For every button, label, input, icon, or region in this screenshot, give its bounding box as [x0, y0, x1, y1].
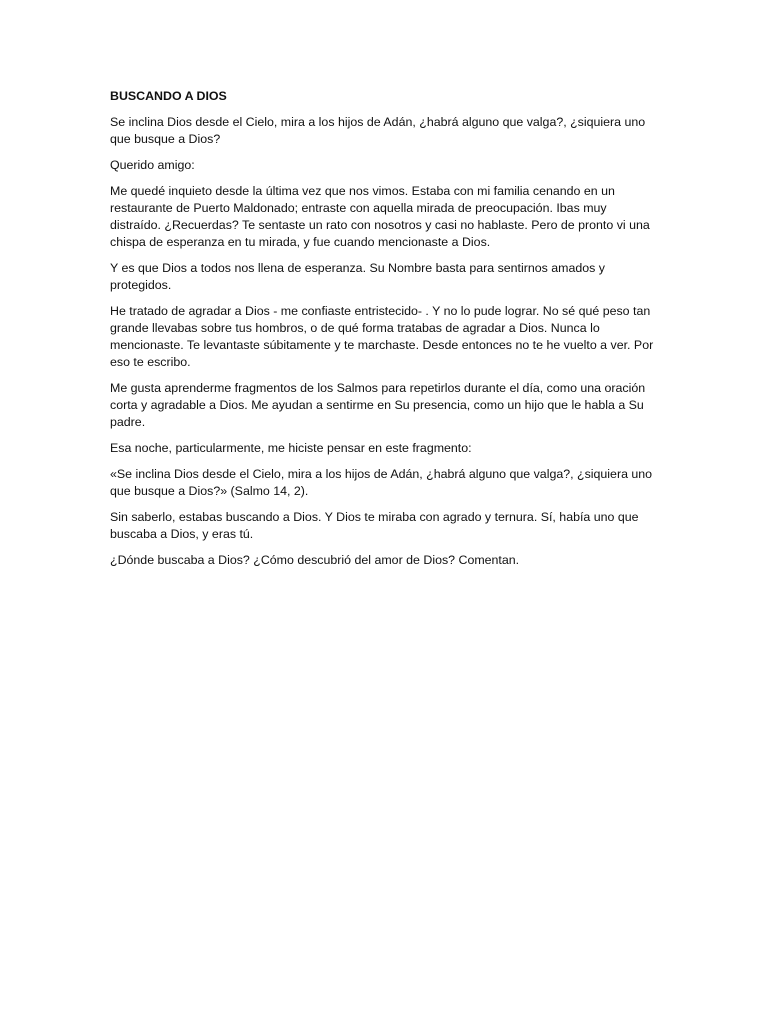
paragraph-psalms: Me gusta aprenderme fragmentos de los Salmos para repetirlos durante el día, como una oración corta y agradable a Dios. Me ayudan a sentirme en Su presencia, como un hijo que le habla a Su padre.: [110, 381, 646, 429]
paragraph-questions: ¿Dónde buscaba a Dios? ¿Cómo descubrió del amor de Dios? Comentan.: [110, 553, 520, 567]
document-title: BUSCANDO A DIOS: [110, 89, 227, 103]
paragraph-that-night: Esa noche, particularmente, me hiciste pensar en este fragmento:: [110, 441, 472, 455]
paragraph-confession: He tratado de agradar a Dios - me confiaste entristecido- . Y no lo pude lograr. No sé qué peso tan grande llevabas sobre tus hombros, o de qué forma tratabas de agradar a Dios. Nunca lo mencionaste. Te levantaste súbitamente y te marchaste. Desde entonces no te he vuelto a ver. Por eso te escribo.: [110, 304, 654, 369]
document-body: [110, 88, 658, 578]
paragraph-restaurant: Me quedé inquieto desde la última vez que nos vimos. Estaba con mi familia cenando en un restaurante de Puerto Maldonado; entraste con aquella mirada de preocupación. Ibas muy distraído. ¿Recuerdas? Te sentaste un rato con nosotros y casi no hablaste. Pero de pronto vi una chispa de esperanza en tu mirada, y fue cuando mencionaste a Dios.: [110, 184, 650, 249]
paragraph-psalm-intro: Se inclina Dios desde el Cielo, mira a los hijos de Adán, ¿habrá alguno que valga?, ¿siquiera uno que busque a Dios?: [110, 115, 646, 146]
paragraph-searching: Sin saberlo, estabas buscando a Dios. Y Dios te miraba con agrado y ternura. Sí, había uno que buscaba a Dios, y eras tú.: [110, 510, 639, 541]
paragraph-quote: «Se inclina Dios desde el Cielo, mira a los hijos de Adán, ¿habrá alguno que valga?, ¿siquiera uno que busque a Dios?» (Salmo 14, 2).: [110, 467, 653, 498]
paragraph-hope: Y es que Dios a todos nos llena de esperanza. Su Nombre basta para sentirnos amados y protegidos.: [110, 261, 606, 292]
paragraph-greeting: Querido amigo:: [110, 158, 195, 172]
